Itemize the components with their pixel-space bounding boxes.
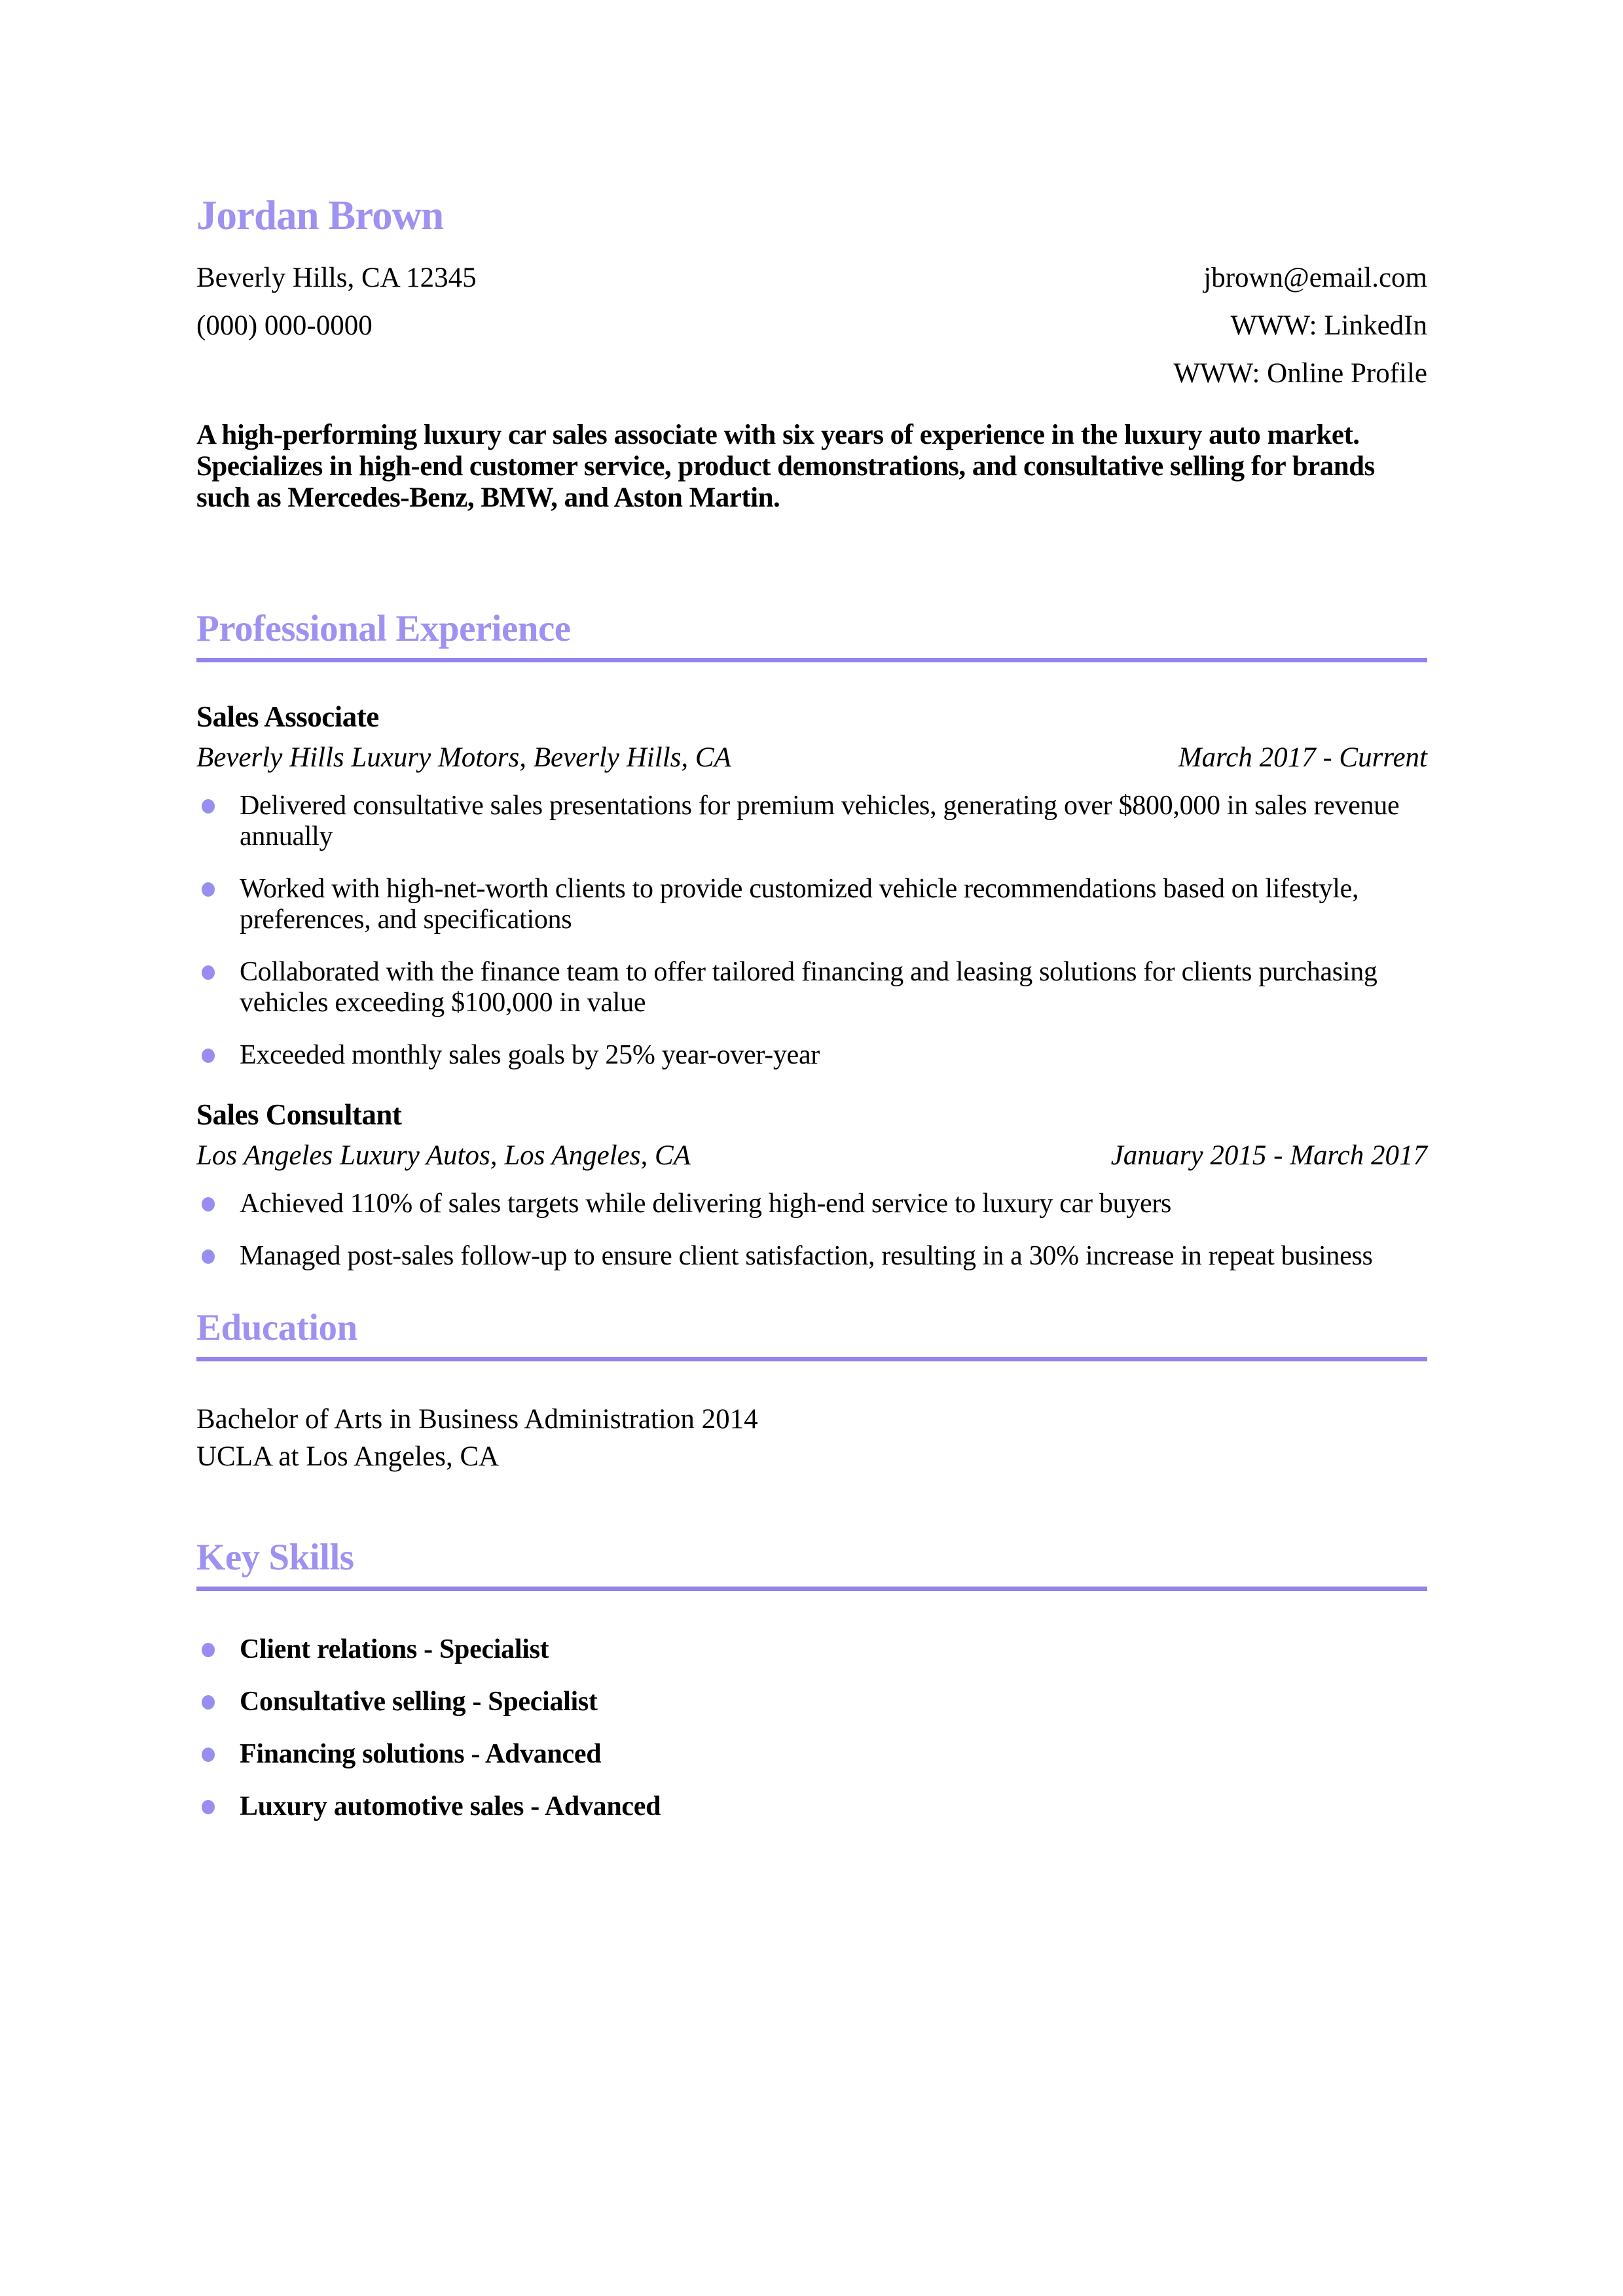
bullet-item: Exceeded monthly sales goals by 25% year-over-year	[196, 1040, 1427, 1071]
skill-item: Financing solutions - Advanced	[196, 1739, 1427, 1770]
section-key-skills	[196, 1538, 1427, 1822]
phone-text: (000) 000-0000	[196, 310, 373, 341]
address-text: Beverly Hills, CA 12345	[196, 262, 477, 293]
job-dates: January 2015 - March 2017	[1110, 1140, 1427, 1171]
contact-info	[196, 254, 1427, 397]
skills-section-heading: Key Skills	[196, 1538, 1427, 1591]
education-section-heading: Education	[196, 1308, 1427, 1361]
education-school: UCLA at Los Angeles, CA	[196, 1441, 500, 1472]
skills-list	[196, 1634, 1427, 1822]
job-bullet-list	[196, 791, 1427, 1071]
bullet-item: Worked with high-net-worth clients to provide customized vehicle recommendations based on lifestyle, preferences, and specifications	[196, 874, 1427, 935]
contact-row	[196, 254, 1427, 302]
skill-item: Luxury automotive sales - Advanced	[196, 1791, 1427, 1822]
candidate-name: Jordan Brown	[196, 192, 444, 238]
bullet-item: Managed post-sales follow-up to ensure client satisfaction, resulting in a 30% increase in repeat business	[196, 1241, 1427, 1272]
job-meta-line	[196, 742, 1427, 774]
job-entry	[196, 700, 1427, 1071]
skill-item: Client relations - Specialist	[196, 1634, 1427, 1665]
job-company: Los Angeles Luxury Autos, Los Angeles, CA	[196, 1140, 691, 1171]
online-profile-text: WWW: Online Profile	[1173, 358, 1427, 389]
experience-section-heading: Professional Experience	[196, 609, 1427, 662]
email-text: jbrown@email.com	[1203, 262, 1427, 293]
contact-row	[196, 302, 1427, 350]
job-meta-line	[196, 1140, 1427, 1172]
job-company: Beverly Hills Luxury Motors, Beverly Hills, CA	[196, 742, 731, 773]
bullet-item: Achieved 110% of sales targets while delivering high-end service to luxury car buyers	[196, 1189, 1427, 1219]
bullet-item: Delivered consultative sales presentations for premium vehicles, generating over $800,000 in sales revenue annually	[196, 791, 1427, 852]
education-body	[196, 1401, 1427, 1475]
job-bullet-list	[196, 1189, 1427, 1272]
job-title: Sales Associate	[196, 700, 379, 733]
section-education	[196, 1308, 1427, 1475]
education-degree: Bachelor of Arts in Business Administration 2014	[196, 1404, 758, 1435]
bullet-item: Collaborated with the finance team to offer tailored financing and leasing solutions for clients purchasing vehicles exceeding $100,000 in value	[196, 957, 1427, 1018]
contact-row	[196, 350, 1427, 397]
job-dates: March 2017 - Current	[1178, 742, 1427, 773]
job-entry	[196, 1098, 1427, 1272]
section-professional-experience	[196, 609, 1427, 1272]
skill-item: Consultative selling - Specialist	[196, 1687, 1427, 1717]
resume-header	[196, 194, 1427, 514]
linkedin-text: WWW: LinkedIn	[1230, 310, 1427, 341]
job-title: Sales Consultant	[196, 1098, 402, 1131]
professional-summary: A high-performing luxury car sales associate with six years of experience in the luxury auto market. Specializes in high-end customer service, product demonstrations, and consultative selling for brands such as Mercedes-Benz, BMW, and Aston Martin.	[196, 420, 1375, 513]
